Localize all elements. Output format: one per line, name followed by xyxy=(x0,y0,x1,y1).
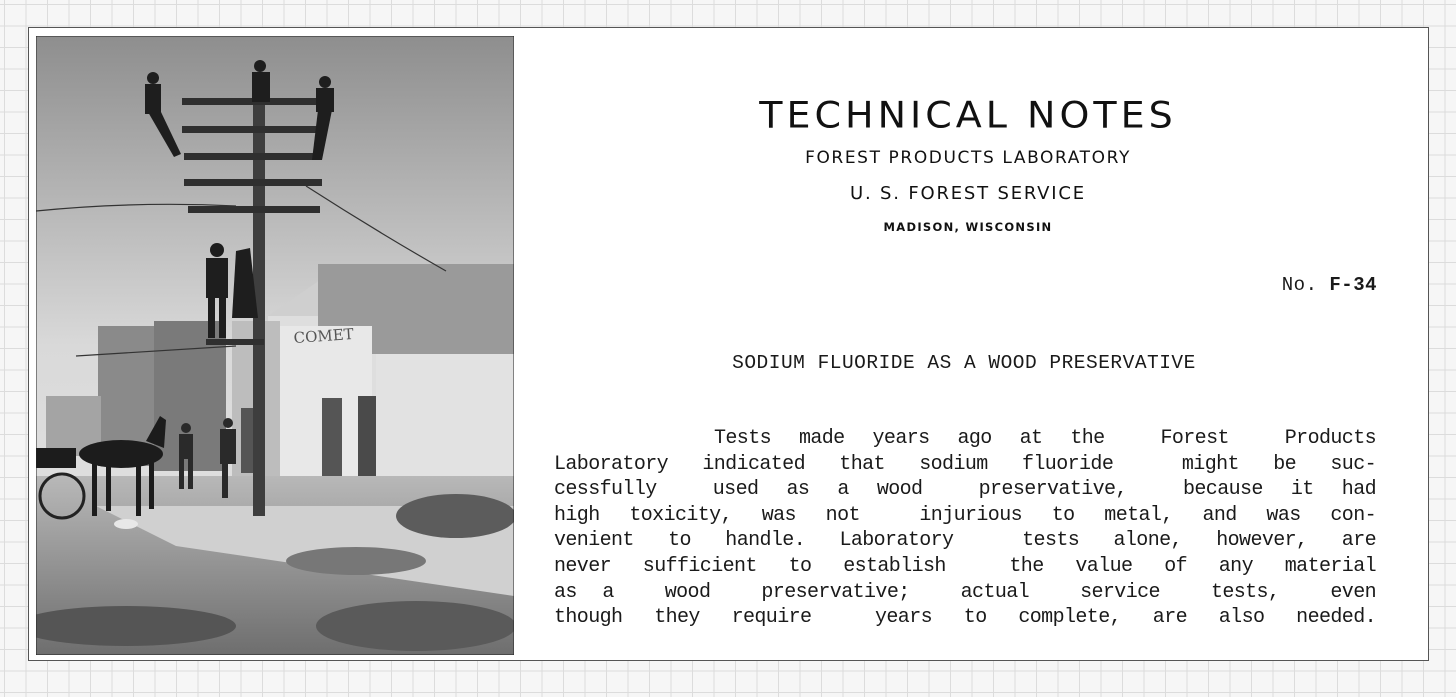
masthead-laboratory: FOREST PRODUCTS LABORATORY xyxy=(805,148,1131,168)
masthead-location: MADISON, WISCONSIN xyxy=(883,220,1053,234)
document-number xyxy=(1282,273,1377,297)
paragraph-line: venient to handle. Laboratory tests alone, however, are xyxy=(554,529,1376,553)
masthead-title: TECHNICAL NOTES xyxy=(759,94,1177,136)
comet-building xyxy=(268,264,514,506)
paragraph-line: high toxicity, was not injurious to metal, and was con- xyxy=(554,503,1376,527)
historic-photo xyxy=(36,36,514,655)
paragraph-line: never sufficient to establish the value of any material xyxy=(554,554,1376,578)
document-heading: SODIUM FLUORIDE AS A WOOD PRESERVATIVE xyxy=(732,352,1196,374)
comet-sign: COMET xyxy=(293,324,355,348)
paragraph-line: Laboratory indicated that sodium fluoride might be suc- xyxy=(554,452,1376,476)
paragraph-line: cessfully used as a wood preservative, because it had xyxy=(554,478,1376,502)
document-number-prefix: No. xyxy=(1281,274,1318,296)
document-number-value: F-34 xyxy=(1329,274,1377,296)
paragraph-line: though they require years to complete, are also needed. xyxy=(554,606,1376,630)
body-paragraph xyxy=(554,426,1376,631)
paragraph-line: Tests made years ago at the Forest Products xyxy=(714,427,1376,450)
paragraph-line: as a wood preservative; actual service tests, even xyxy=(554,580,1376,604)
masthead-service: U. S. FOREST SERVICE xyxy=(850,183,1086,204)
